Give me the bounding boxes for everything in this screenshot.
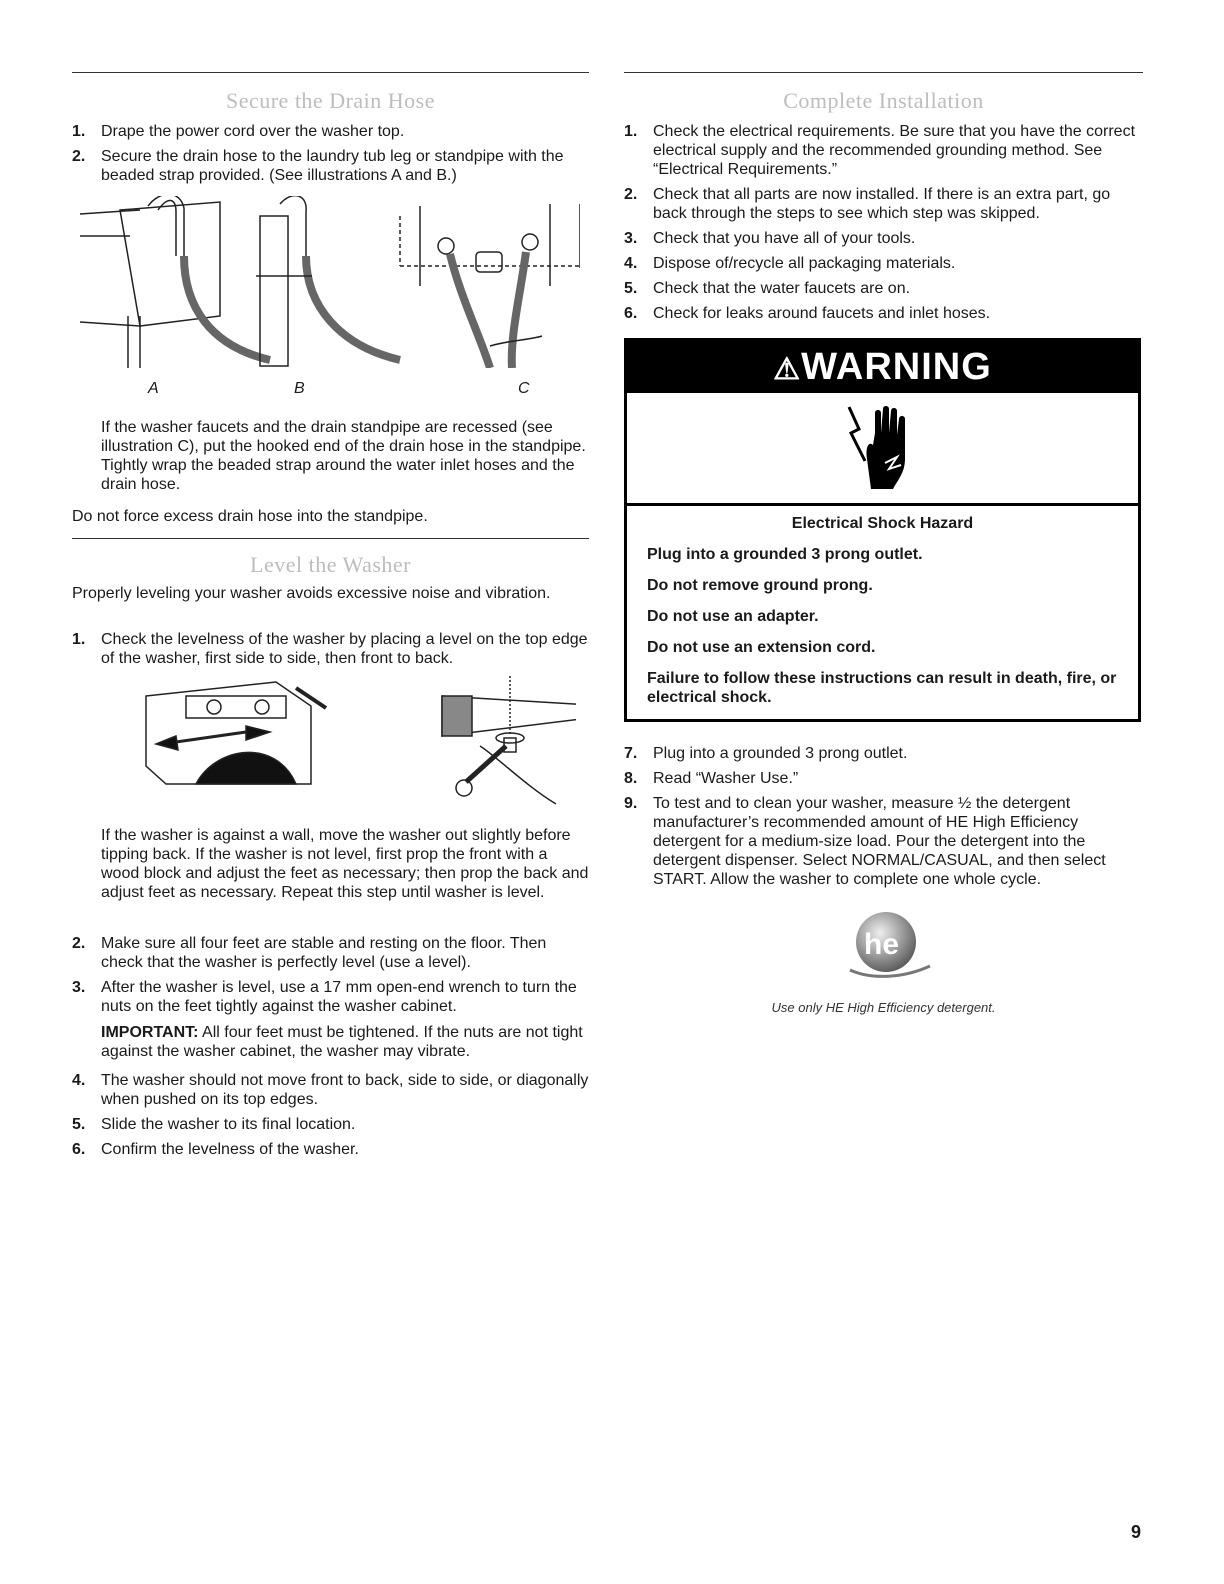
list-item: 7. Plug into a grounded 3 prong outlet. <box>624 745 908 762</box>
level-washer-title: Level the Washer <box>250 552 411 577</box>
list-item: 1. Check the electrical requirements. Be sure that you have the correct electrical supply and the recommended grounding method. See “Electrical Requirements.” <box>624 123 1136 178</box>
list-item: 4. Dispose of/recycle all packaging materials. <box>624 255 956 272</box>
list-item: 5. Slide the washer to its final location. <box>72 1116 356 1133</box>
warning-body <box>627 506 1138 719</box>
list-item: 2. Check that all parts are now installed. If there is an extra part, go back through the steps to see which step was skipped. <box>624 186 1111 222</box>
level-steps-list-3 <box>72 1071 589 1165</box>
illustration-b <box>256 196 400 366</box>
warning-line: Failure to follow these instructions can result in death, fire, or electrical shock. <box>647 670 1117 706</box>
list-item: 4. The washer should not move front to back, side to side, or diagonally when pushed on its top edges. <box>72 1072 589 1108</box>
illustration-c <box>400 204 580 368</box>
secure-drain-hose-title: Secure the Drain Hose <box>225 88 436 113</box>
warning-line: Do not use an adapter. <box>647 608 819 625</box>
warning-line: Do not remove ground prong. <box>647 577 873 594</box>
figure-label-a: A <box>148 380 159 397</box>
foot-wrench-illustration <box>442 676 576 804</box>
list-item: 3. After the washer is level, use a 17 mm open-end wrench to turn the nuts on the feet tightly against the washer cabinet. <box>72 979 577 1015</box>
complete-installation-title: Complete Installation <box>783 88 984 113</box>
electric-shock-hand-icon <box>845 403 925 493</box>
list-item: 9. To test and to clean your washer, measure ½ the detergent manufacturer’s recommended amount of HE High Efficiency detergent for a medium-size load. Pour the detergent into the detergent dispenser. Select NORMAL/CASUAL, and then select START. Allow the washer to complete one whole cycle. <box>624 795 1106 888</box>
list-item: 2. Make sure all four feet are stable and resting on the floor. Then check that the washer is perfectly level (use a level). <box>72 935 547 971</box>
level-intro: Properly leveling your washer avoids excessive noise and vibration. <box>72 585 551 602</box>
warning-icon-area <box>627 393 1138 506</box>
against-wall-paragraph: If the washer is against a wall, move the washer out slightly before tipping back. If the washer is not level, first prop the front with a wood block and adjust the feet as necessary; then prop the back and adjust feet as necessary. Repeat this step until washer is level. <box>101 827 589 901</box>
he-logo-icon <box>842 910 932 980</box>
warning-line: Do not use an extension cord. <box>647 639 876 656</box>
recessed-paragraph: If the washer faucets and the drain standpipe are recessed (see illustration C), put the hooked end of the drain hose in the standpipe. Tightly wrap the beaded strap around the water inlet hoses and the drain hose. <box>101 419 586 493</box>
list-item: 8. Read “Washer Use.” <box>624 770 799 787</box>
section-divider <box>624 72 1143 73</box>
list-item: 1. Check the levelness of the washer by placing a level on the top edge of the washer, first side to side, then front to back. <box>72 631 588 667</box>
important-note: IMPORTANT: All four feet must be tightened. If the nuts are not tight against the washer cabinet, the washer may vibrate. <box>101 1024 583 1060</box>
section-divider <box>72 538 589 539</box>
secure-steps-list <box>72 122 589 191</box>
list-item: 6. Confirm the levelness of the washer. <box>72 1141 359 1158</box>
washer-top-illustration <box>146 682 326 784</box>
important-label: IMPORTANT: <box>101 1024 199 1041</box>
list-item: 6. Check for leaks around faucets and inlet hoses. <box>624 305 991 322</box>
level-steps-list-1 <box>72 630 589 674</box>
level-illustrations <box>136 676 576 810</box>
figure-label-b: B <box>294 380 305 397</box>
warning-line: Plug into a grounded 3 prong outlet. <box>647 546 923 563</box>
figure-label-c: C <box>518 380 530 397</box>
excess-hose-note: Do not force excess drain hose into the standpipe. <box>72 508 428 525</box>
warning-triangle-icon: ⚠ <box>773 353 802 386</box>
list-item: 1. Drape the power cord over the washer top. <box>72 123 405 140</box>
complete-steps-list-2 <box>624 744 1143 895</box>
he-detergent-caption: Use only HE High Efficiency detergent. <box>771 1000 996 1015</box>
list-item: 5. Check that the water faucets are on. <box>624 280 911 297</box>
hazard-title: Electrical Shock Hazard <box>791 515 974 532</box>
warning-header: ⚠WARNING <box>627 341 1138 393</box>
warning-box <box>624 338 1141 722</box>
complete-steps-list <box>624 122 1143 329</box>
section-divider <box>72 72 589 73</box>
list-item: 2. Secure the drain hose to the laundry tub leg or standpipe with the beaded strap provided. (See illustrations A and B.) <box>72 148 564 184</box>
page-number: 9 <box>1131 1522 1142 1542</box>
illustration-a <box>80 196 270 368</box>
level-steps-list-2 <box>72 934 589 1020</box>
svg-text:he: he <box>864 928 900 961</box>
drain-hose-illustrations <box>80 196 580 368</box>
list-item: 3. Check that you have all of your tools. <box>624 230 916 247</box>
